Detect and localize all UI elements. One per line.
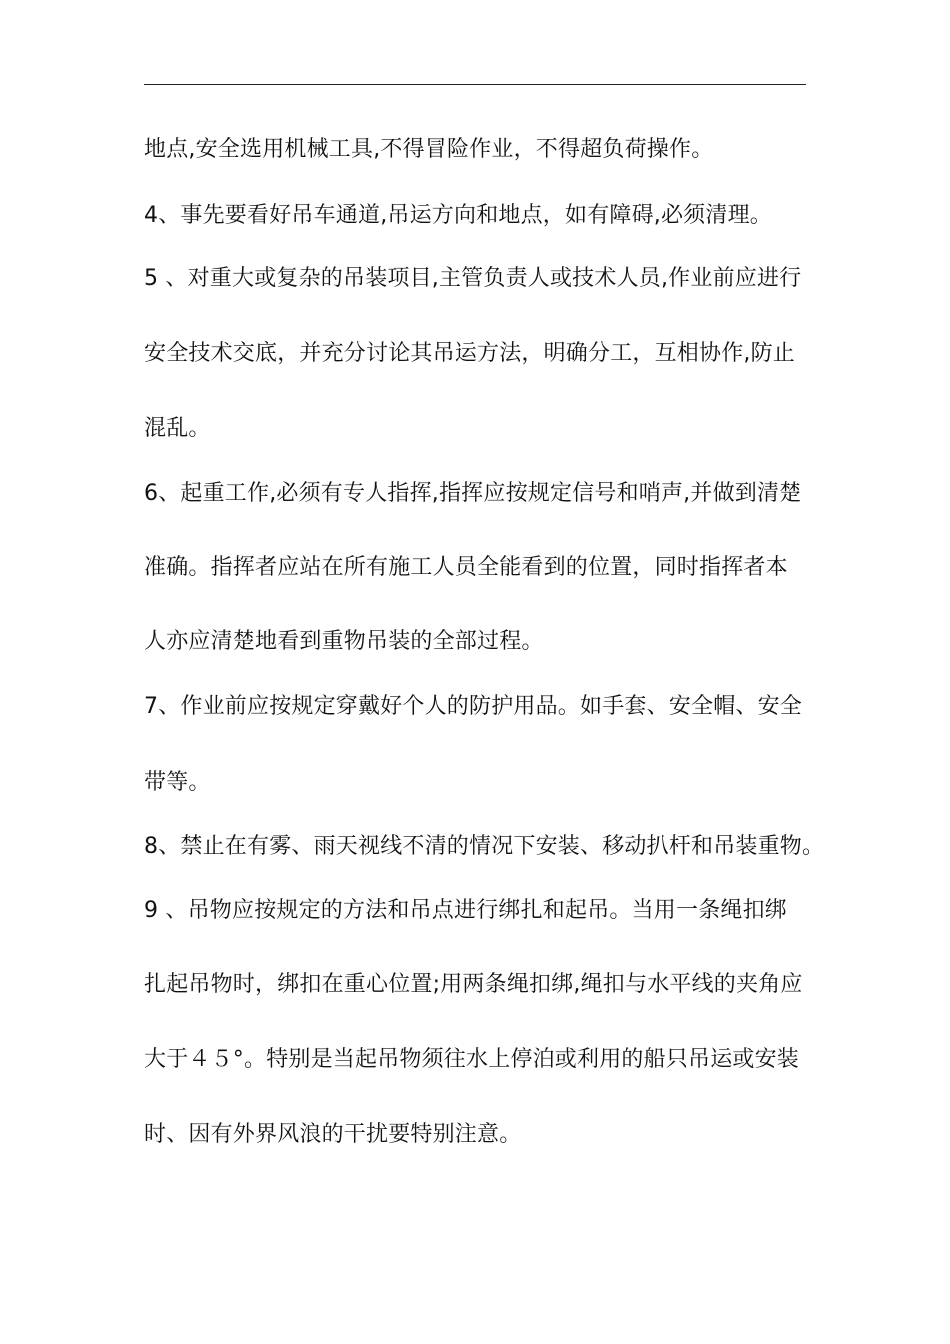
header-rule: [144, 84, 806, 85]
text-line-11: 8、禁止在有雾、雨天视线不清的情况下安装、移动扒杆和吊装重物。: [144, 834, 825, 859]
text-line-5: 混乱。: [144, 416, 211, 441]
text-line-4: 安全技术交底，并充分讨论其吊运方法，明确分工，互相协作,防止: [144, 341, 795, 366]
text-line-13: 扎起吊物时，绑扣在重心位置;用两条绳扣绑,绳扣与水平线的夹角应: [144, 972, 803, 997]
text-line-15: 时、因有外界风浪的干扰要特别注意。: [144, 1122, 522, 1147]
text-line-8: 人亦应清楚地看到重物吊装的全部过程。: [144, 629, 544, 654]
text-line-12: 9 、吊物应按规定的方法和吊点进行绑扎和起吊。当用一条绳扣绑: [144, 898, 787, 923]
text-line-7: 准确。指挥者应站在所有施工人员全能看到的位置，同时指挥者本: [144, 555, 788, 580]
text-line-6: 6、起重工作,必须有专人指挥,指挥应按规定信号和哨声,并做到清楚: [144, 481, 802, 506]
text-line-14: 大于４５°。特别是当起吊物须往水上停泊或利用的船只吊运或安装: [144, 1047, 800, 1072]
text-line-9: 7、作业前应按规定穿戴好个人的防护用品。如手套、安全帽、安全: [144, 694, 802, 719]
text-line-1: 地点,安全选用机械工具,不得冒险作业，不得超负荷操作。: [144, 137, 714, 162]
text-line-2: 4、事先要看好吊车通道,吊运方向和地点，如有障碍,必须清理。: [144, 203, 772, 228]
text-line-10: 带等。: [144, 770, 211, 795]
text-line-3: 5 、对重大或复杂的吊装项目,主管负责人或技术人员,作业前应进行: [144, 266, 802, 291]
